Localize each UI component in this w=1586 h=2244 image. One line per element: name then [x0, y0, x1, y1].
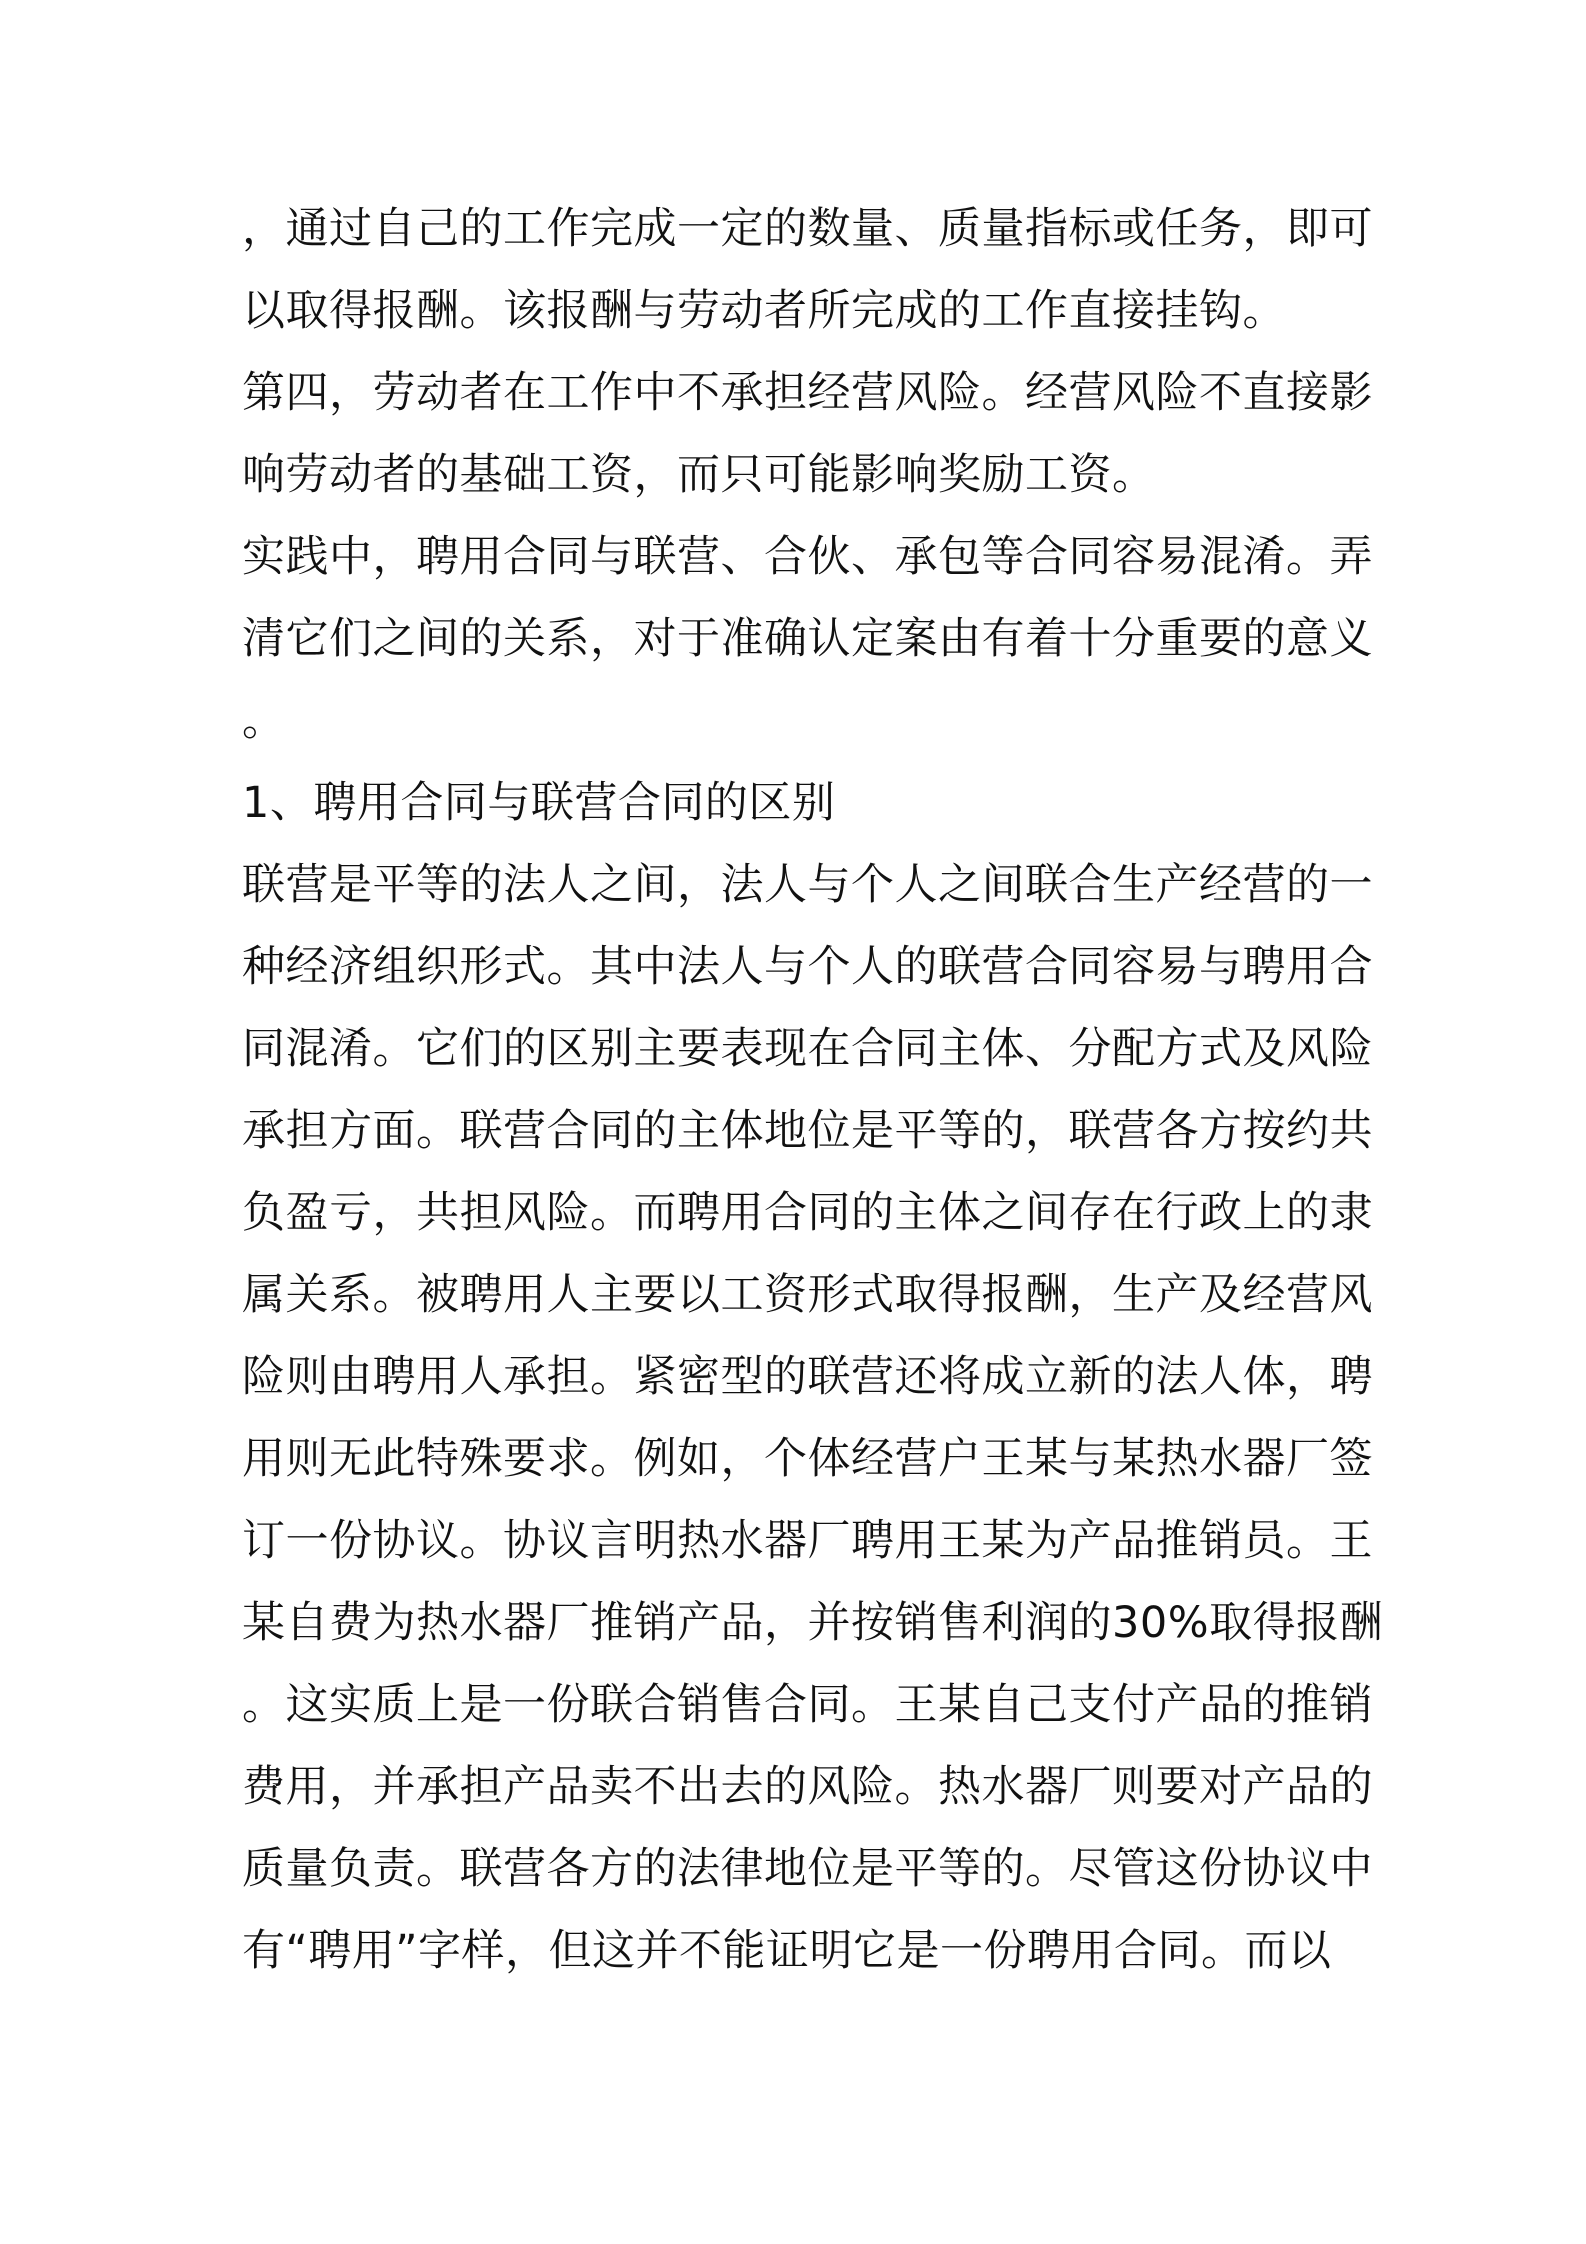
- text-line: 用则无此特殊要求。例如，个体经营户王某与某热水器厂签: [242, 1434, 1373, 1484]
- text-line: 。这实质上是一份联合销售合同。王某自己支付产品的推销: [242, 1680, 1373, 1730]
- text-line: 质量负责。联营各方的法律地位是平等的。尽管这份协议中: [242, 1844, 1373, 1894]
- text-line: 险则由聘用人承担。紧密型的联营还将成立新的法人体，聘: [242, 1352, 1373, 1402]
- text-line: 联营是平等的法人之间，法人与个人之间联合生产经营的一: [242, 860, 1373, 910]
- text-line: 同混淆。它们的区别主要表现在合同主体、分配方式及风险: [242, 1024, 1373, 1074]
- text-line: 。: [242, 696, 286, 746]
- text-line: 清它们之间的关系，对于准确认定案由有着十分重要的意义: [242, 614, 1373, 664]
- text-line: 实践中，聘用合同与联营、合伙、承包等合同容易混淆。弄: [242, 532, 1373, 582]
- text-line: 承担方面。联营合同的主体地位是平等的，联营各方按约共: [242, 1106, 1373, 1156]
- text-line: 响劳动者的基础工资，而只可能影响奖励工资。: [242, 450, 1156, 500]
- text-line: 第四，劳动者在工作中不承担经营风险。经营风险不直接影: [242, 368, 1373, 418]
- text-line: 有“聘用”字样，但这并不能证明它是一份聘用合同。而以: [242, 1926, 1332, 1976]
- text-line: 属关系。被聘用人主要以工资形式取得报酬，生产及经营风: [242, 1270, 1373, 1320]
- text-line: 以取得报酬。该报酬与劳动者所完成的工作直接挂钩。: [242, 286, 1286, 336]
- text-line: 某自费为热水器厂推销产品，并按销售利润的30%取得报酬: [242, 1598, 1384, 1648]
- body-text: [242, 188, 1384, 1992]
- text-line: 费用，并承担产品卖不出去的风险。热水器厂则要对产品的: [242, 1762, 1373, 1812]
- text-line: 种经济组织形式。其中法人与个人的联营合同容易与聘用合: [242, 942, 1373, 992]
- text-line: 负盈亏，共担风险。而聘用合同的主体之间存在行政上的隶: [242, 1188, 1373, 1238]
- text-line: 订一份协议。协议言明热水器厂聘用王某为产品推销员。王: [242, 1516, 1373, 1566]
- section-heading: 1、聘用合同与联营合同的区别: [242, 778, 836, 828]
- text-line: ，通过自己的工作完成一定的数量、质量指标或任务，即可: [242, 204, 1373, 254]
